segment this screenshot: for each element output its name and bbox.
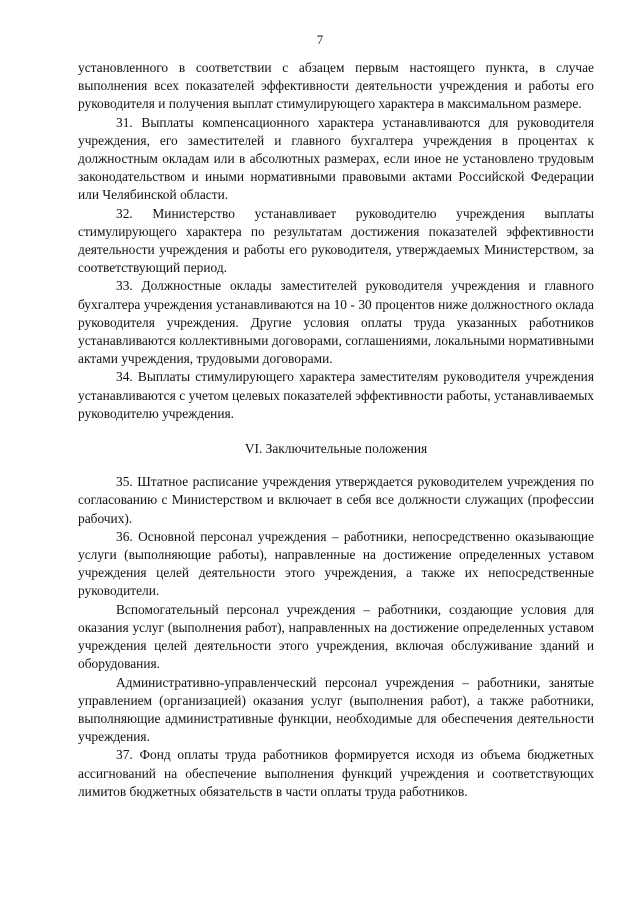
paragraph-37: 37. Фонд оплаты труда работников формируется исходя из объема бюджетных ассигнований на обеспечение выполнения функций учреждения и соответствующих лимитов бюджетных обязательств в части оплаты труда работников. (78, 747, 594, 799)
paragraph-31: 31. Выплаты компенсационного характера устанавливаются для руководителя учреждения, его заместителей и главного бухгалтера учреждения в процентах к должностным окладам или в абсолютных размерах, если иное не установлено трудовым законодательством и иными нормативными правовыми актами Российской Федерации или Челябинской области. (78, 114, 594, 203)
paragraph-33: 33. Должностные оклады заместителей руководителя учреждения и главного бухгалтера учреждения устанавливаются на 10 - 30 процентов ниже должностного оклада руководителя учреждения. Другие условия оплаты труда указанных работников устанавливаются коллективными договорами, соглашениями, локальными нормативными актами учреждения, трудовыми договорами. (78, 278, 594, 367)
document-body (78, 59, 594, 801)
paragraph-35: 35. Штатное расписание учреждения утверждается руководителем учреждения по согласованию с Министерством и включает в себя все должности служащих (профессии рабочих). (78, 474, 594, 526)
page-number: 7 (316, 33, 324, 47)
paragraph-34: 34. Выплаты стимулирующего характера заместителям руководителя учреждения устанавливаются с учетом целевых показателей эффективности работы, устанавливаемых руководителю учреждения. (78, 369, 594, 421)
section-heading: VI. Заключительные положения (244, 441, 428, 457)
paragraph-36: 36. Основной персонал учреждения – работники, непосредственно оказывающие услуги (выполняющие работы), направленные на достижение определенных уставом учреждения целей деятельности этого учреждения, а также их непосредственные руководители. (78, 528, 594, 599)
paragraph-32: 32. Министерство устанавливает руководителю учреждения выплаты стимулирующего характера по результатам достижения показателей эффективности деятельности учреждения и работы его руководителя, утверждаемых Министерством, за соответствующий период. (78, 205, 594, 276)
paragraph-admin-staff: Административно-управленческий персонал учреждения – работники, занятые управлением (организацией) оказания услуг (выполнения работ), а также работники, выполняющие административные функции, необходимые для обеспечения деятельности учреждения. (78, 674, 594, 745)
paragraph-auxiliary-staff: Вспомогательный персонал учреждения – работники, создающие условия для оказания услуг (выполнения работ), направленных на достижение определенных уставом учреждения целей деятельности этого учреждения, включая обслуживание зданий и оборудования. (78, 601, 594, 672)
paragraph: установленного в соответствии с абзацем первым настоящего пункта, в случае выполнения всех показателей эффективности деятельности учреждения и работы его руководителя и получения выплат стимулирующего характера в максимальном размере. (78, 60, 594, 112)
